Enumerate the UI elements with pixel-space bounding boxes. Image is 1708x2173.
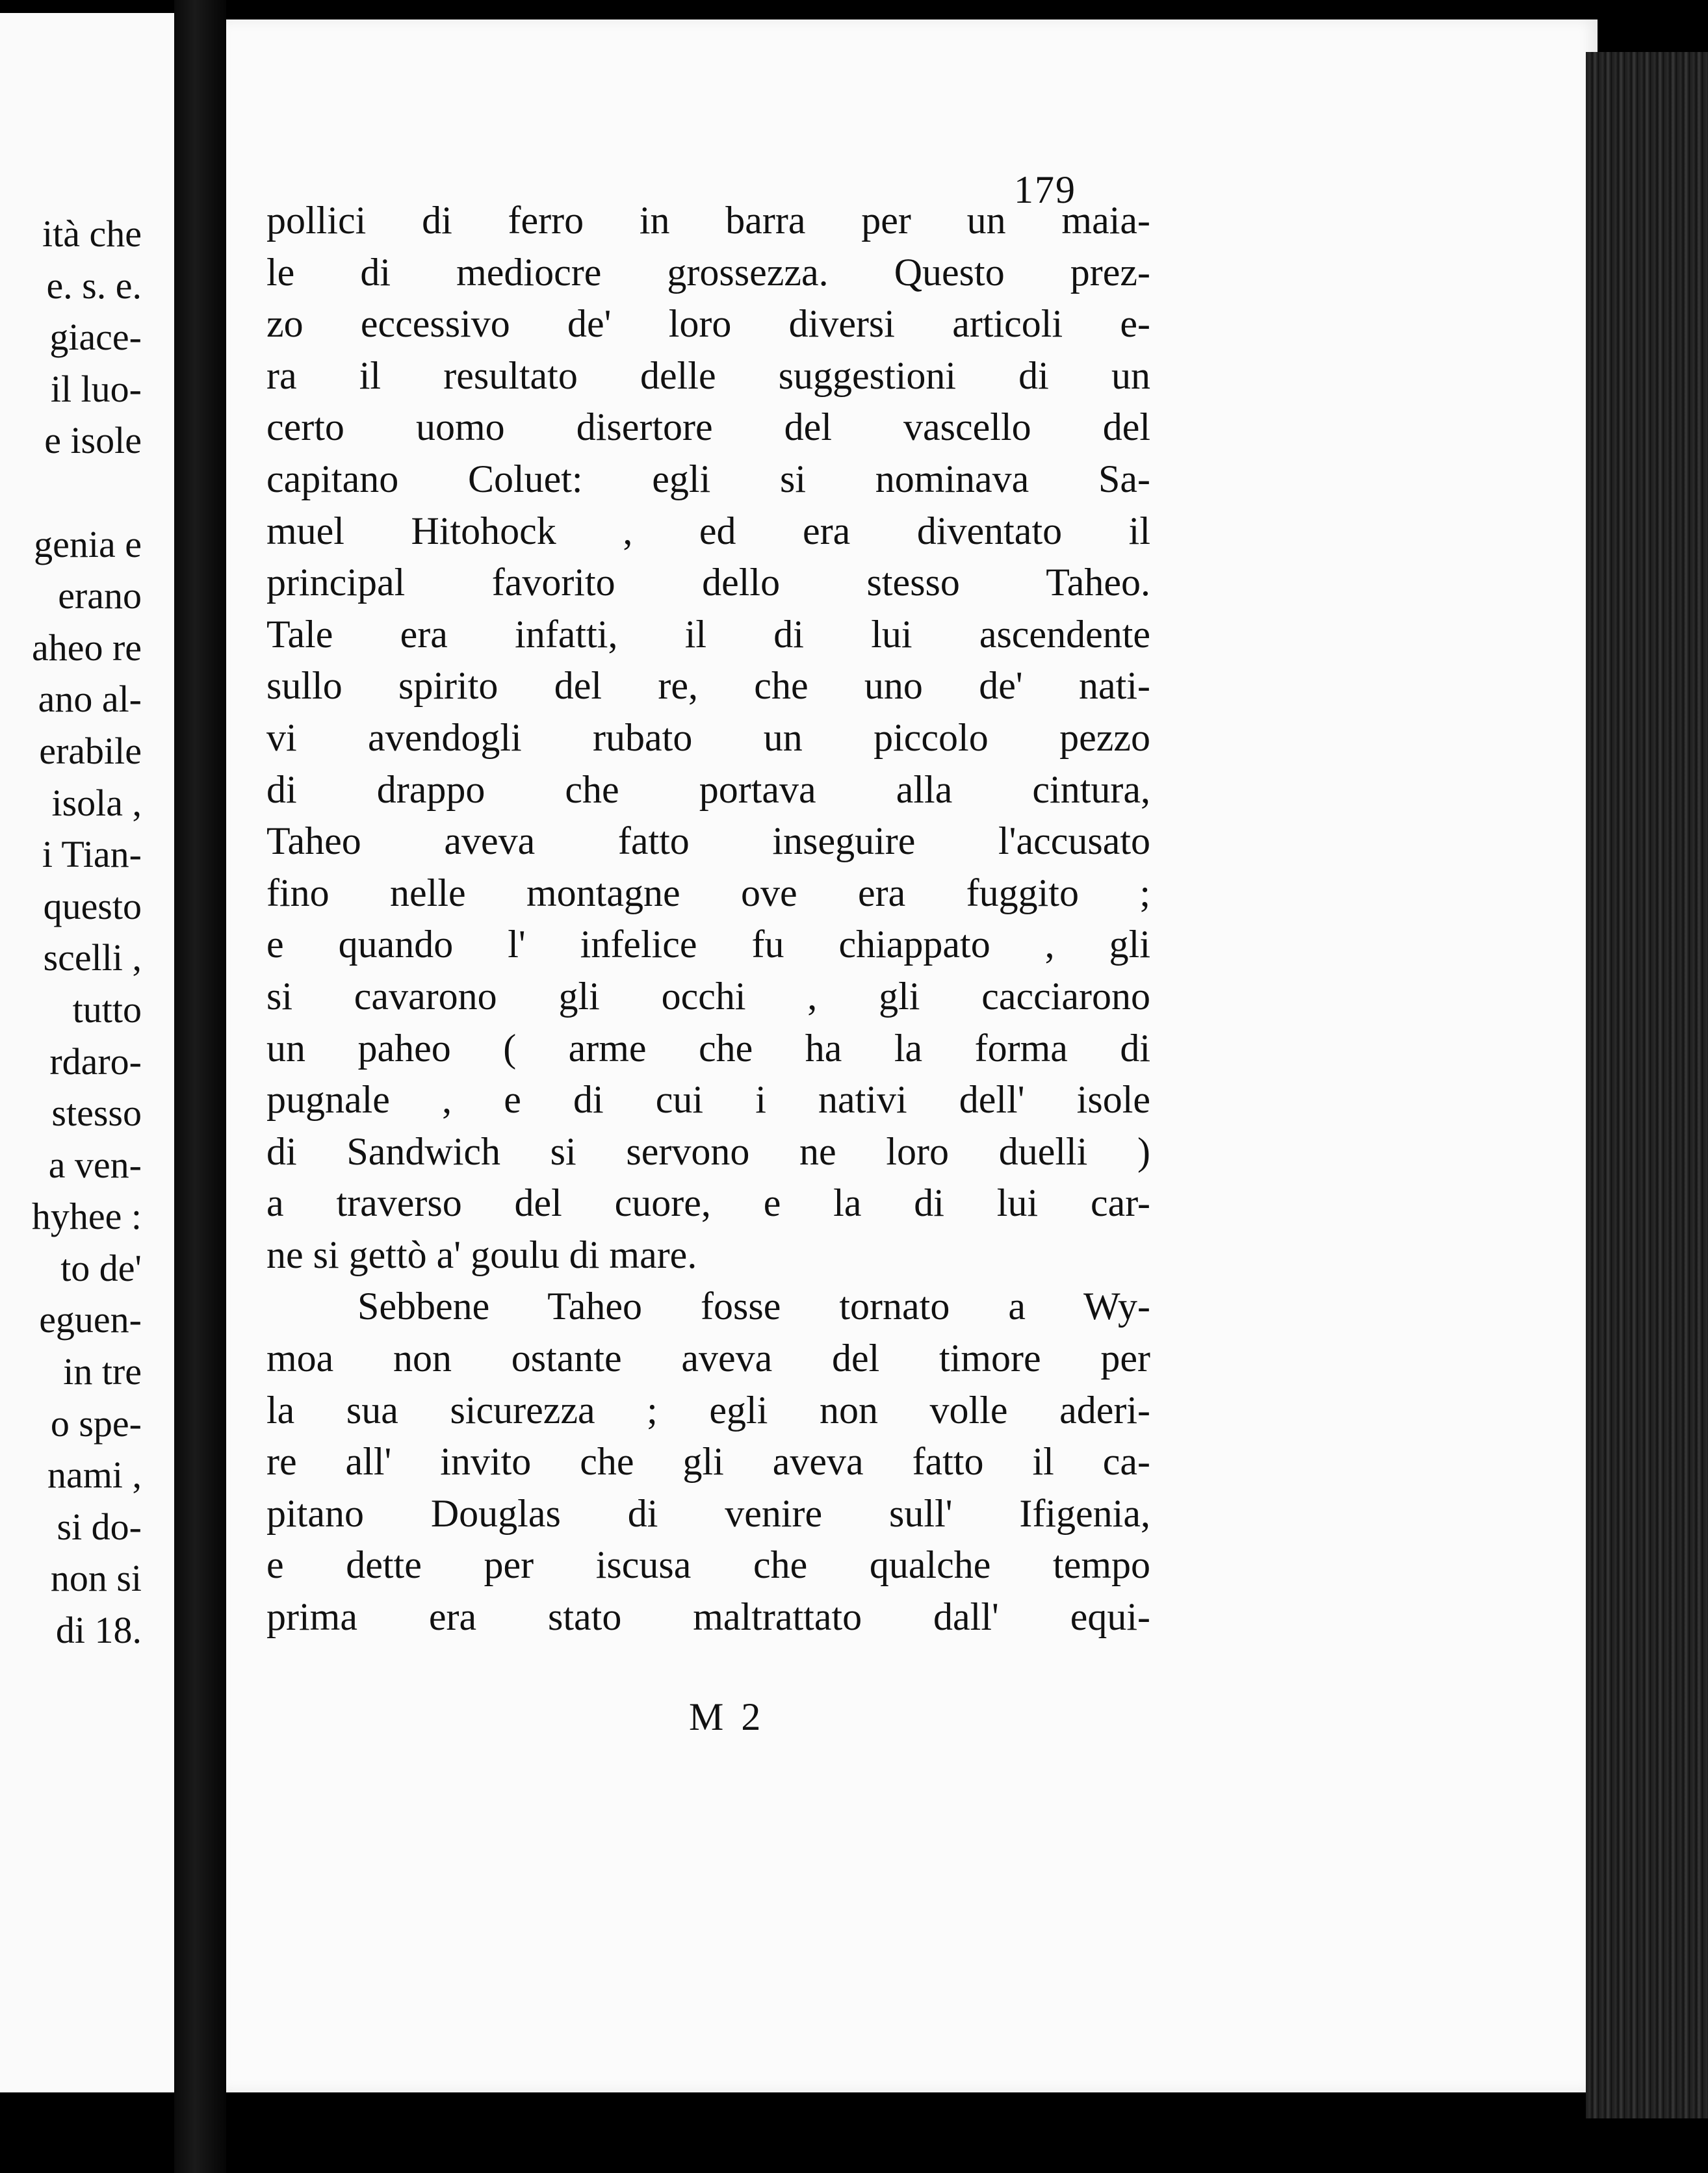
text-line: Taheo aveva fatto inseguire l'accusato [266, 819, 1150, 863]
text-line: pitano Douglas di venire sull' Ifigenia, [266, 1491, 1150, 1535]
previous-page-line: erabile [39, 729, 142, 772]
text-line: principal favorito dello stesso Taheo. [266, 561, 1150, 604]
text-line: vi avendogli rubato un piccolo pezzo [266, 715, 1150, 759]
text-line: sullo spirito del re, che uno de' nati- [266, 664, 1150, 708]
text-line: ra il resultato delle suggestioni di un [266, 354, 1150, 397]
previous-page-line: il luo- [50, 367, 142, 410]
text-line: le di mediocre grossezza. Questo prez- [266, 250, 1150, 294]
text-line: di Sandwich si servono ne loro duelli ) [266, 1129, 1150, 1173]
text-line: e quando l' infelice fu chiappato , gli [266, 923, 1150, 966]
text-line: Tale era infatti, il di lui ascendente [266, 612, 1150, 656]
previous-page-line: e isole [44, 419, 142, 462]
page-body-text [266, 195, 1150, 1643]
previous-page-line: isola , [51, 781, 142, 824]
page-number: 179 [1014, 168, 1076, 211]
previous-page-line: di 18. [55, 1609, 142, 1652]
previous-page-line: eguen- [39, 1298, 142, 1341]
text-line: zo eccessivo de' loro diversi articoli e- [266, 302, 1150, 346]
text-line: muel Hitohock , ed era diventato il [266, 509, 1150, 552]
previous-page-line: scelli , [43, 936, 142, 979]
previous-page-line: erano [58, 574, 142, 617]
text-line: moa non ostante aveva del timore per [266, 1337, 1150, 1380]
text-line: la sua sicurezza ; egli non volle aderi- [266, 1388, 1150, 1432]
text-line: ne si gettò a' goulu di mare. [266, 1233, 697, 1276]
page-edges [1586, 52, 1708, 2118]
text-line: re all' invito che gli aveva fatto il ca- [266, 1440, 1150, 1484]
previous-page-line: questo [43, 884, 142, 927]
signature-mark: M 2 [689, 1695, 765, 1738]
previous-page-line: rdaro- [49, 1040, 142, 1083]
previous-page-line: aheo re [31, 626, 142, 669]
previous-page-line: e. s. e. [46, 264, 142, 307]
previous-page-text [32, 208, 142, 1656]
previous-page-line: ano al- [38, 678, 142, 721]
text-line: si cavarono gli occhi , gli cacciarono [266, 974, 1150, 1018]
text-line: pollici di ferro in barra per un maia- [266, 199, 1150, 242]
previous-page-line: giace- [49, 316, 142, 359]
previous-page-line: non si [50, 1557, 142, 1600]
text-line: fino nelle montagne ove era fuggito ; [266, 871, 1150, 914]
previous-page-line: si do- [57, 1505, 142, 1548]
previous-page-line: o spe- [50, 1402, 142, 1445]
text-line: capitano Coluet: egli si nominava Sa- [266, 457, 1150, 500]
previous-page-line [32, 467, 142, 519]
text-line: e dette per iscusa che qualche tempo [266, 1543, 1150, 1587]
text-line: prima era stato maltrattato dall' equi- [266, 1595, 1150, 1639]
text-line: Sebbene Taheo fosse tornato a Wy- [357, 1285, 1150, 1328]
text-line: un paheo ( arme che ha la forma di [266, 1026, 1150, 1070]
previous-page-line: genia e [34, 522, 142, 565]
previous-page-line: a ven- [48, 1143, 142, 1186]
text-line: certo uomo disertore del vascello del [266, 405, 1150, 449]
previous-page-line: nami , [47, 1454, 142, 1497]
book-gutter [174, 0, 226, 2173]
previous-page-fragment [0, 13, 175, 2092]
previous-page-line: tutto [72, 988, 142, 1031]
previous-page-line: stesso [51, 1092, 142, 1135]
previous-page-line: in tre [63, 1350, 142, 1393]
previous-page-line: i Tian- [42, 833, 142, 876]
text-line: di drappo che portava alla cintura, [266, 767, 1150, 811]
previous-page-line: hyhee : [31, 1195, 142, 1238]
text-line: pugnale , e di cui i nativi dell' isole [266, 1078, 1150, 1122]
text-line: a traverso del cuore, e la di lui car- [266, 1181, 1150, 1225]
previous-page-line: ità che [42, 212, 142, 255]
previous-page-line: to de' [60, 1246, 142, 1289]
